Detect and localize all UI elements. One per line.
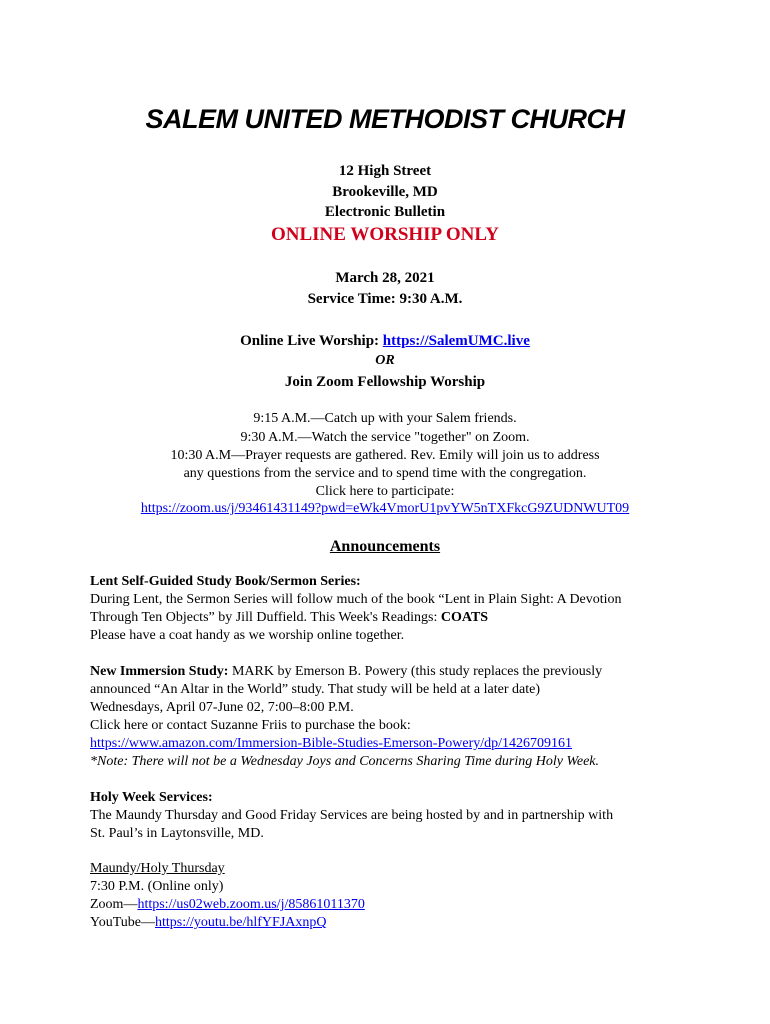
lent-readings-word: COATS: [440, 610, 489, 625]
maundy-title: Maundy/Holy Thursday: [90, 861, 225, 876]
immersion-line: Click here or contact Suzanne Friis to purchase the book:: [90, 718, 411, 733]
holy-week-title: Holy Week Services:: [90, 790, 213, 805]
zoom-link-line: [0, 499, 770, 518]
live-worship-link[interactable]: https://SalemUMC.live: [382, 333, 530, 349]
announcements-heading: Announcements: [329, 538, 441, 555]
holy-week-line: St. Paul’s in Laytonsville, MD.: [90, 826, 264, 841]
maundy-youtube-label: YouTube—: [90, 915, 155, 930]
zoom-heading: Join Zoom Fellowship Worship: [284, 374, 486, 390]
zoom-participate-link[interactable]: https://zoom.us/j/93461431149?pwd=eWk4VmorU1pvYW5nTXFkcG9ZUDNWUT09: [140, 501, 630, 516]
schedule-line: 9:30 A.M.—Watch the service "together" on Zoom.: [240, 430, 530, 445]
lent-title: Lent Self-Guided Study Book/Sermon Series:: [90, 574, 361, 589]
maundy-zoom-link[interactable]: https://us02web.zoom.us/j/85861011370: [137, 897, 365, 912]
live-worship-line: [0, 331, 770, 351]
lent-line: Please have a coat handy as we worship online together.: [90, 628, 405, 643]
immersion-title: New Immersion Study:: [90, 664, 229, 679]
amazon-book-link[interactable]: https://www.amazon.com/Immersion-Bible-Studies-Emerson-Powery/dp/1426709161: [90, 736, 573, 751]
immersion-text: MARK by Emerson B. Powery (this study replaces the previously: [228, 664, 603, 679]
address: 12 High Street: [338, 163, 432, 179]
online-only-heading: ONLINE WORSHIP ONLY: [270, 224, 500, 245]
immersion-line: Wednesdays, April 07-June 02, 7:00–8:00 P.M.: [90, 700, 354, 715]
lent-readings-text: Through Ten Objects” by Jill Duffield. This Week's Readings:: [90, 610, 441, 625]
service-date: March 28, 2021: [335, 270, 435, 286]
maundy-youtube-link[interactable]: https://youtu.be/hlfYFJAxnpQ: [154, 915, 327, 930]
church-title: SALEM UNITED METHODIST CHURCH: [145, 104, 625, 134]
immersion-note: *Note: There will not be a Wednesday Joys and Concerns Sharing Time during Holy Week.: [90, 754, 599, 769]
immersion-line: announced “An Altar in the World” study. That study will be held at a later date): [90, 682, 540, 697]
maundy-youtube-line: [90, 914, 690, 932]
live-worship-label: Online Live Worship:: [240, 333, 383, 349]
lent-line: [90, 609, 690, 627]
schedule-line: any questions from the service and to spend time with the congregation.: [183, 466, 587, 481]
participate-label: Click here to participate:: [315, 484, 455, 499]
bulletin-label: Electronic Bulletin: [324, 204, 446, 220]
schedule-line: 10:30 A.M—Prayer requests are gathered. Rev. Emily will join us to address: [170, 448, 600, 463]
maundy-time: 7:30 P.M. (Online only): [90, 879, 224, 894]
immersion-link-line: [90, 735, 690, 753]
schedule-line: 9:15 A.M.—Catch up with your Salem friends.: [253, 411, 517, 426]
or-label: OR: [375, 353, 395, 368]
immersion-line: [90, 663, 690, 681]
maundy-zoom-label: Zoom—: [90, 897, 138, 912]
lent-line: During Lent, the Sermon Series will follow much of the book “Lent in Plain Sight: A Devotion: [90, 592, 622, 607]
holy-week-line: The Maundy Thursday and Good Friday Services are being hosted by and in partnership with: [90, 808, 614, 823]
service-time: Service Time: 9:30 A.M.: [307, 291, 463, 307]
city: Brookeville, MD: [332, 184, 438, 200]
maundy-zoom-line: [90, 896, 690, 914]
